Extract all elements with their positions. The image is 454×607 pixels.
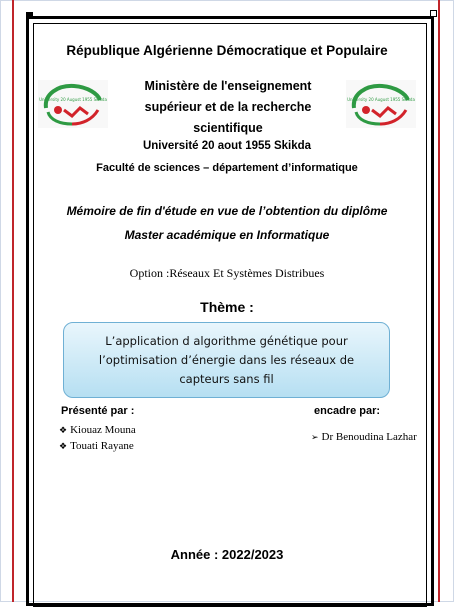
student-item: ❖ Kiouaz Mouna: [59, 424, 136, 436]
academic-year: Année : 2022/2023: [170, 547, 284, 562]
student-item: ❖ Touati Rayane: [59, 440, 134, 452]
svg-text:University 20 August 1955 Skik: University 20 August 1955 Skikda: [347, 97, 415, 102]
diamond-bullet-icon: ❖: [59, 442, 68, 452]
memoire-line-1: Mémoire de fin d'étude en vue de l’obtention du diplôme: [66, 204, 388, 218]
presented-by-label: Présenté par :: [61, 405, 135, 417]
supervised-by-label: encadre par:: [314, 405, 381, 417]
faculty-department: Faculté de sciences – département d’informatique: [96, 162, 358, 174]
university-logo-left: [38, 80, 108, 128]
corner-mark-top-left: [26, 12, 33, 19]
supervisor-item: ➢ Dr Benoudina Lazhar: [311, 431, 417, 443]
theme-label: Thème :: [200, 299, 254, 315]
corner-mark-top-right: [430, 10, 437, 17]
diamond-bullet-icon: ❖: [59, 426, 68, 436]
thesis-title-box: [63, 322, 390, 398]
option-line: Option :Réseaux Et Systèmes Distribues: [129, 266, 325, 280]
university-name: Université 20 aout 1955 Skikda: [142, 140, 312, 152]
memoire-line-2: Master académique en Informatique: [124, 228, 330, 242]
university-logo-icon: [38, 80, 108, 128]
ministry-heading: Ministère de l'enseignement supérieur et de la recherche scientifique: [144, 79, 312, 135]
republic-heading: République Algérienne Démocratique et Populaire: [66, 43, 388, 58]
university-logo-right: [346, 80, 416, 128]
arrow-bullet-icon: ➢: [311, 433, 319, 443]
university-logo-icon: [346, 80, 416, 128]
svg-text:University 20 August 1955 Skik: University 20 August 1955 Skikda: [39, 97, 107, 102]
thesis-title: L’application d algorithme génétique pour l’optimisation d’énergie dans les réseaux de capteurs sans fil: [98, 333, 355, 386]
